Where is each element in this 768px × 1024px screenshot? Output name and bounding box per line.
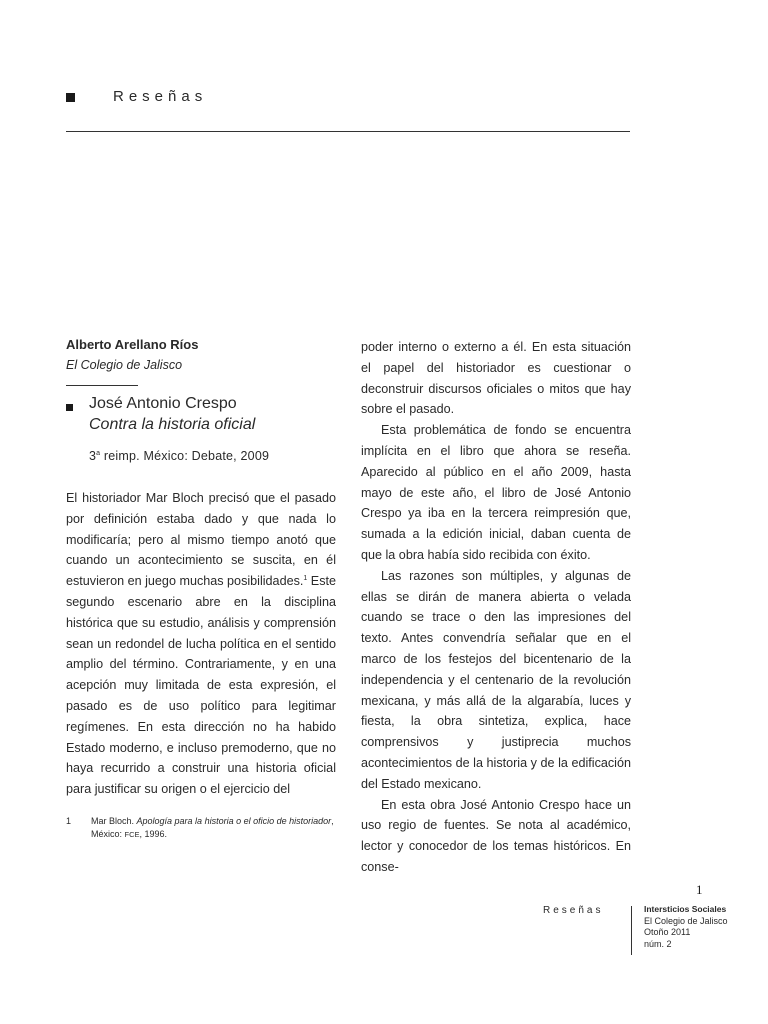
body-column-right — [361, 337, 631, 878]
book-publication-details: reimp. México: Debate, 2009 — [100, 449, 270, 463]
body-column-left — [66, 488, 336, 800]
footnote — [66, 815, 336, 841]
footer-section-title: Reseñas — [543, 905, 604, 916]
footnote-author: Mar Bloch. — [91, 816, 137, 826]
book-author: José Antonio Crespo — [89, 395, 237, 412]
section-title: Reseñas — [113, 88, 208, 105]
review-author-name: Alberto Arellano Ríos — [66, 337, 199, 352]
review-author-institution: El Colegio de Jalisco — [66, 358, 183, 372]
footnote-marker: 1 — [303, 575, 308, 582]
footnote-publisher: FCE — [124, 830, 140, 839]
book-edition-number: 3 — [89, 449, 97, 463]
author-divider — [66, 385, 138, 386]
paragraph-text: El historiador Mar Bloch precisó que el pasado por definición estaba dado y que nada lo modificaría; pero al mismo tiempo anotó que cuando un acontecimiento se suscita, en él estuvieron en juego muchas posibilidades. — [66, 491, 336, 589]
body-paragraph: En esta obra José Antonio Crespo hace un uso regio de fuentes. Se nota al académico, lector y conocedor de los temas históricos. En conse- — [361, 797, 631, 874]
book-title: Contra la historia oficial — [89, 416, 256, 433]
section-square-icon — [66, 93, 75, 102]
footnote-text — [91, 815, 336, 841]
header-divider — [66, 131, 630, 132]
footnote-number: 1 — [66, 816, 72, 826]
body-paragraph: Esta problemática de fondo se encuentra implícita en el libro que ahora se reseña. Aparecido al público en el año 2009, hasta mayo de este año, el libro de José Antonio Crespo ya iba en la tercera reimpresión que, sumada a la edición inicial, daban cuenta de que la obra había sido recibida con éxito. — [361, 423, 631, 562]
footnote-place: , México: — [91, 816, 334, 839]
body-paragraph: Las razones son múltiples, y algunas de ellas se dirán de manera abierta o velada cuando se trace o den las impresiones del texto. Antes convendría señalar que en el marco de los festejos del bicentenario de la independencia y el centenario de la revolución mexicana, y más allá de la algarabía, luces y fiesta, la obra sintetiza, explica, hace comprensivos y justiprecia muchos acontecimientos de la historia y de la edificación del Estado mexicano. — [361, 568, 631, 791]
footer-journal-info — [644, 904, 728, 950]
book-square-icon — [66, 404, 73, 411]
footnote-year: , 1996. — [139, 829, 168, 839]
page-number: 1 — [696, 882, 703, 897]
section-header — [66, 88, 630, 112]
journal-season: Otoño 2011 — [644, 927, 691, 937]
paragraph-text: Este segundo escenario abre en la disciplina histórica que su estudio, análisis y comprensión sean un redondel de lucha política en el sentido amplio del término. Contrariamente, y en una acepción muy limitada de esta expresión, el pasado es de uso político para legitimar regímenes. En esta dirección no ha habido Estado moderno, e incluso premoderno, que no haya recurrido a construir una historia oficial para justificar su origen o el ejercicio del — [66, 574, 336, 797]
body-paragraph: poder interno o externo a él. En esta situación el papel del historiador es cuestionar o deconstruir discursos oficiales o mitos que hay sobre el pasado. — [361, 340, 631, 417]
footnote-book-title: Apología para la historia o el oficio de historiador — [136, 816, 332, 826]
footer-divider — [631, 906, 632, 955]
body-paragraph — [66, 488, 336, 800]
journal-institution: El Colegio de Jalisco — [644, 915, 728, 926]
book-publication-info — [89, 449, 269, 463]
book-edition-ordinal: a — [96, 449, 101, 457]
journal-issue: núm. 2 — [644, 938, 672, 949]
journal-name: Intersticios Sociales — [644, 904, 727, 914]
